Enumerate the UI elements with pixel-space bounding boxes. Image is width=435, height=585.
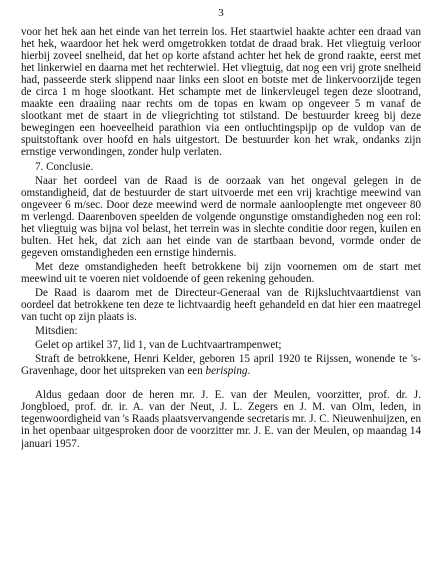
mitsdien-heading: Mitsdien: [35, 325, 78, 338]
verdict-penalty: berisping [205, 365, 248, 378]
gelet-paragraph: Gelet op artikel 37, lid 1, van de Luchtvaartrampenwet; [35, 339, 282, 352]
verdict-end: . [247, 365, 251, 378]
verdict-text: Straft de betrokkene, Henri Kelder, geboren 15 april 1920 te Rijssen, wonende te 's-Gravenhage, door het uitspreken van een [21, 353, 421, 378]
verdict-paragraph [21, 353, 421, 377]
conclusion-heading: 7. Conclusie. [35, 160, 94, 173]
conclusion-paragraph-tailwind: Met deze omstandigheden heeft betrokkene bij zijn voornemen om de start met meewind uit te voeren niet voldoende of geen rekening gehouden. [21, 260, 421, 285]
document-page [21, 6, 421, 580]
conclusion-paragraph-cause: Naar het oordeel van de Raad is de oorzaak van het ongeval gelegen in de omstandigheid, dat de bestuurder de start uitvoerde met een vrij krachtige meewind van ongeveer 6 m/sec. Door deze meewind werd de normale aanlooplengte met ongeveer 80 m verlengd. Daarenboven speelden de volgende ongunstige omstandigheden nog een rol: het vliegtuig was bijna vol belast, het terrein was in slechte conditie door regen, kuilen en bulten. Het hek, dat zich aan het einde van de startbaan bevond, vormde onder de gegeven omstandigheden een ernstige hindernis. [21, 174, 421, 259]
closing-paragraph: Aldus gedaan door de heren mr. J. E. van der Meulen, voorzitter, prof. dr. J. Jongbloed, prof. dr. ir. A. van der Neut, J. L. Zegers en J. M. van Olm, leden, in tegenwoordigheid van 's Raads plaatsvervangende secretaris mr. J. C. Nieuwenhuijzen, en in het openbaar uitgesproken door de voorzitter mr. J. E. van der Meulen, op maandag 14 januari 1957. [21, 389, 421, 450]
accident-description-paragraph: voor het hek aan het einde van het terrein los. Het staartwiel haakte achter een draad van het hek, waardoor het hek werd omgetrokken totdat de draad brak. Het vliegtuig verloor hierbij zoveel snelheid, dat het op korte afstand achter het hek de grond raakte, eerst met het linkerwiel en daarna met het rechterwiel. Het vliegtuig, dat nog een vrij grote snelheid had, passeerde sterk slippend naar links een sloot en botste met de linkervoorzijde tegen de circa 1 m hoge slootkant. Het schampte met de linkervleugel tegen deze slootrand, maakte een draaiing naar rechts om de topas en kwam op ongeveer 5 m vanaf de slootkant met de staart in de vliegrichting tot stilstand. De bestuurder kreeg bij deze bewegingen een hoeveelheid parathion via een ontluchtingspijp op de vuldop van de spuitstoftank over hoofd en hals uitgestort. De bestuurder kon het wrak, ondanks zijn ernstige verwondingen, zonder hulp verlaten. [21, 26, 421, 159]
page-number: 3 [218, 7, 224, 19]
conclusion-paragraph-council-opinion: De Raad is daarom met de Directeur-Generaal van de Rijksluchtvaartdienst van oordeel dat betrokkene ten deze te lichtvaardig heeft gehandeld en dat hier een maatregel van tucht op zijn plaats is. [21, 286, 421, 324]
